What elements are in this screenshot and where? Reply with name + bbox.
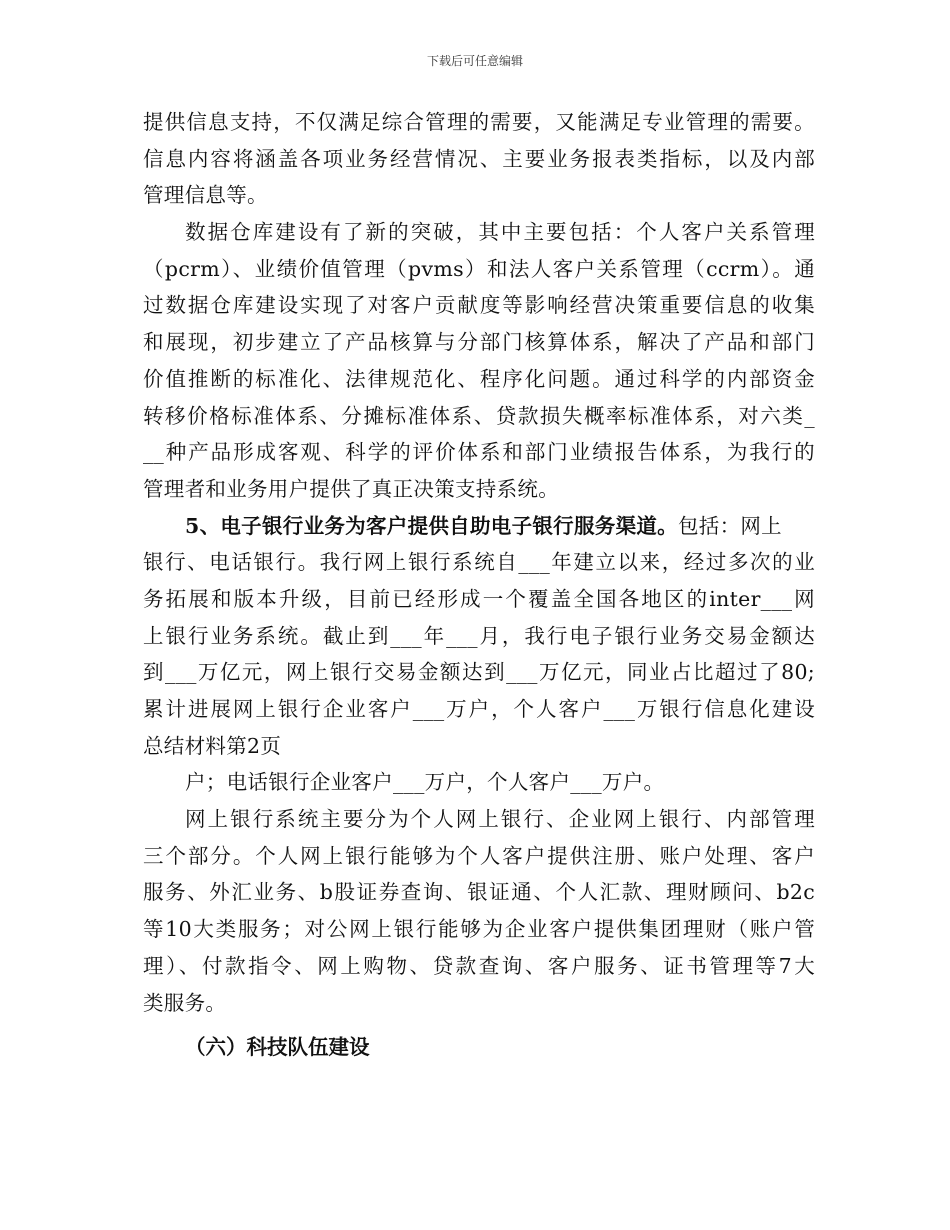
paragraph-line-item-5 [143, 508, 815, 545]
paragraph-line: 等10大类服务；对公网上银行能够为企业客户提供集团理财（账户管 [143, 917, 815, 942]
paragraph-line: __种产品形成客观、科学的评价体系和部门业绩报告体系，为我行的 [143, 440, 815, 465]
paragraph-line: 三个部分。个人网上银行能够为个人客户提供注册、账户处理、客户 [143, 843, 815, 868]
paragraph-line: 管理者和业务用户提供了真正决策支持系统。 [143, 476, 559, 501]
paragraph-line: 累计进展网上银行企业客户___万户，个人客户___万银行信息化建设 [143, 697, 815, 721]
paragraph-line: 上银行业务系统。截止到___年___月，我行电子银行业务交易金额达 [143, 623, 815, 648]
paragraph-line: 管理信息等。 [143, 183, 268, 208]
paragraph-line: 过数据仓库建设实现了对客户贡献度等影响经营决策重要信息的收集 [143, 293, 815, 318]
paragraph-line: 户；电话银行企业客户___万户，个人客户___万户。 [185, 770, 665, 795]
paragraph-line: 信息内容将涵盖各项业务经营情况、主要业务报表类指标，以及内部 [143, 146, 815, 171]
paragraph-line: 数据仓库建设有了新的突破，其中主要包括：个人客户关系管理 [185, 220, 815, 245]
item-number: 5、 [185, 513, 221, 538]
document-body [143, 104, 815, 1066]
paragraph-line: 务拓展和版本升级，目前已经形成一个覆盖全国各地区的inter___网 [143, 586, 815, 611]
paragraph-line: 服务、外汇业务、b股证券查询、银证通、个人汇款、理财顾问、b2c [143, 880, 815, 905]
paragraph-line: 总结材料第2页 [143, 733, 282, 758]
paragraph-line: 类服务。 [143, 990, 227, 1015]
paragraph-line: 价值推断的标准化、法律规范化、程序化问题。通过科学的内部资金 [143, 366, 815, 391]
paragraph-line: 到___万亿元，网上银行交易金额达到___万亿元，同业占比超过了80; [143, 660, 815, 685]
item-title: 电子银行业务为客户提供自助电子银行服务渠道。 [220, 513, 678, 538]
section-heading: （六）科技队伍建设 [185, 1035, 370, 1060]
paragraph-line: （pcrm）、业绩价值管理（pvms）和法人客户关系管理（ccrm）。通 [143, 256, 815, 281]
paragraph-line: 理）、付款指令、网上购物、贷款查询、客户服务、证书管理等7大 [143, 953, 815, 978]
item-text: 包括：网上 [677, 513, 782, 538]
paragraph-line: 银行、电话银行。我行网上银行系统自___年建立以来，经过多次的业 [143, 550, 815, 575]
paragraph-line: 提供信息支持，不仅满足综合管理的需要，又能满足专业管理的需要。 [143, 110, 815, 134]
paragraph-line: 网上银行系统主要分为个人网上银行、企业网上银行、内部管理 [185, 807, 815, 832]
paragraph-line: 和展现，初步建立了产品核算与分部门核算体系，解决了产品和部门 [143, 330, 815, 355]
page-header: 下载后可任意编辑 [426, 54, 523, 68]
paragraph-line: 转移价格标准体系、分摊标准体系、贷款损失概率标准体系，对六类_ [143, 403, 815, 428]
